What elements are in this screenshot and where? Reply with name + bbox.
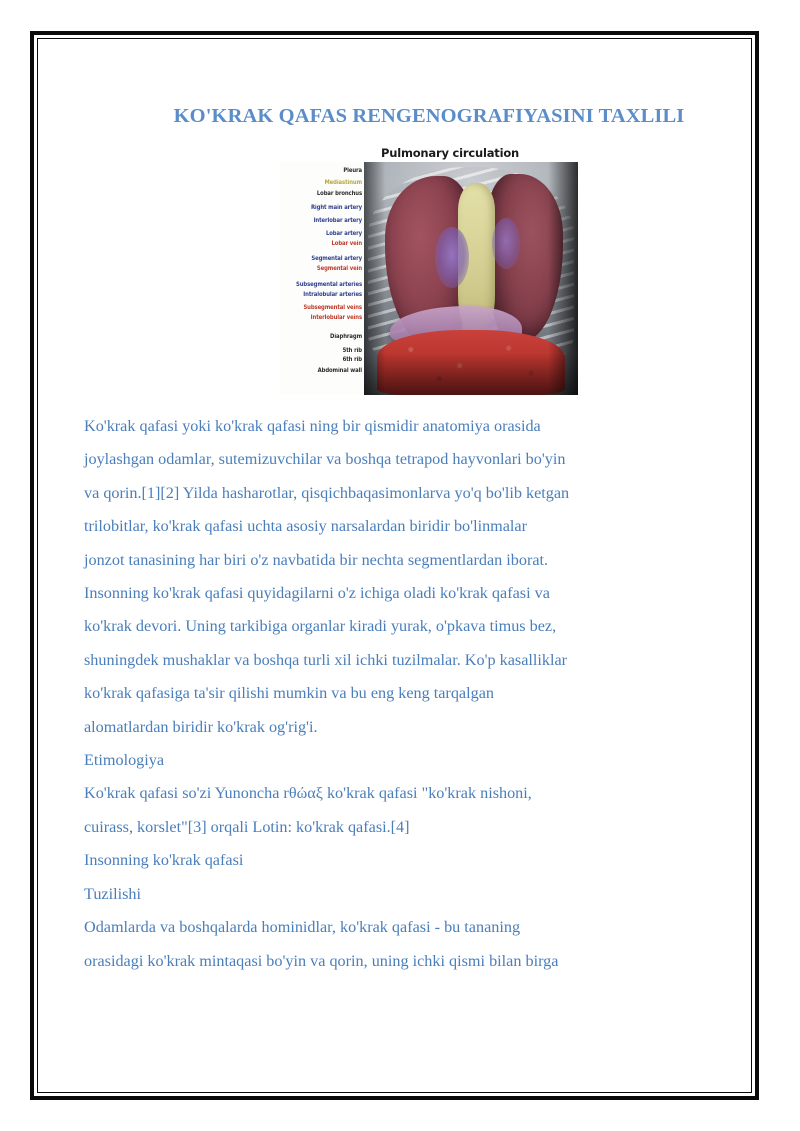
figure-label-column xyxy=(280,162,364,395)
section-heading-etimologiya xyxy=(84,744,774,777)
paragraph-intro xyxy=(84,410,774,744)
section-heading-insonning xyxy=(84,844,774,877)
text-line: Etimologiya xyxy=(84,751,165,770)
figure-label: Segmental artery xyxy=(311,255,362,263)
paragraph-structure xyxy=(84,911,774,978)
figure-label: Mediastinum xyxy=(324,179,362,187)
figure-label: Subsegmental veins xyxy=(303,304,362,312)
text-line: cuirass, korslet"[3] orqali Lotin: ko'krak qafasi.[4] xyxy=(84,817,410,836)
anatomy-illustration xyxy=(364,162,578,395)
figure-body xyxy=(280,162,578,395)
figure-label: Right main artery xyxy=(310,204,362,212)
page-border-frame xyxy=(30,31,759,1100)
figure-label: Interlobar artery xyxy=(313,217,362,225)
figure-caption: Pulmonary circulation xyxy=(380,146,520,160)
text-line: Ko'krak qafasi so'zi Yunoncha rθώαξ ko'krak qafasi "ko'krak nishoni, xyxy=(84,784,532,803)
figure-label: Diaphragm xyxy=(330,333,362,341)
text-line: shuningdek mushaklar va boshqa turli xil ichki tuzilmalar. Ko'p kasalliklar xyxy=(84,650,568,669)
figure-label: Lobar artery xyxy=(325,230,362,238)
page-content xyxy=(76,79,782,1123)
text-line: jonzot tanasining har biri o'z navbatida bir nechta segmentlardan iborat. xyxy=(84,550,549,569)
text-line: va qorin.[1][2] Yilda hasharotlar, qisqichbaqasimonlarva yo'q bo'lib ketgan xyxy=(84,483,570,502)
section-heading-tuzilishi xyxy=(84,878,774,911)
text-line: Insonning ko'krak qafasi quyidagilarni o'z ichiga oladi ko'krak qafasi va xyxy=(84,584,550,603)
figure-label: Segmental vein xyxy=(316,265,362,273)
text-line: Ko'krak qafasi yoki ko'krak qafasi ning bir qismidir anatomiya orasida xyxy=(84,417,541,435)
figure-label: Abdominal wall xyxy=(317,367,362,375)
figure-label: Lobar bronchus xyxy=(316,190,362,198)
text-line: ko'krak devori. Uning tarkibiga organlar kiradi yurak, o'pkava timus bez, xyxy=(84,617,557,636)
figure-label: Subsegmental arteries xyxy=(296,281,362,289)
figure-label: Lobar vein xyxy=(331,240,362,248)
text-line: ko'krak qafasiga ta'sir qilishi mumkin va bu eng keng tarqalgan xyxy=(84,684,494,703)
paragraph-etymology xyxy=(84,777,774,844)
body-copy xyxy=(84,410,774,978)
illustration-vignette xyxy=(364,162,578,395)
text-line: Insonning ko'krak qafasi xyxy=(84,851,244,870)
text-line: joylashgan odamlar, sutemizuvchilar va boshqa tetrapod hayvonlari bo'yin xyxy=(84,450,566,469)
text-line: Tuzilishi xyxy=(84,884,141,903)
figure-label: 6th rib xyxy=(342,356,362,364)
text-line: Odamlarda va boshqalarda hominidlar, ko'krak qafasi - bu tananing xyxy=(84,918,521,937)
figure-label: Pleura xyxy=(343,167,362,175)
pulmonary-circulation-figure xyxy=(280,145,578,395)
figure-label: Interlobular veins xyxy=(310,314,362,322)
text-line: orasidagi ko'krak mintaqasi bo'yin va qorin, uning ichki qismi bilan birga xyxy=(84,951,559,970)
text-line: alomatlardan biridir ko'krak og'rig'i. xyxy=(84,717,318,736)
page-title: KO'KRAK QAFAS RENGENOGRAFIYASINI TAXLILI xyxy=(173,105,685,127)
figure-container xyxy=(76,145,782,395)
figure-label: Intralobular arteries xyxy=(303,291,362,299)
figure-label: 5th rib xyxy=(342,347,362,355)
text-line: trilobitlar, ko'krak qafasi uchta asosiy narsalardan biridir bo'linmalar xyxy=(84,517,528,536)
